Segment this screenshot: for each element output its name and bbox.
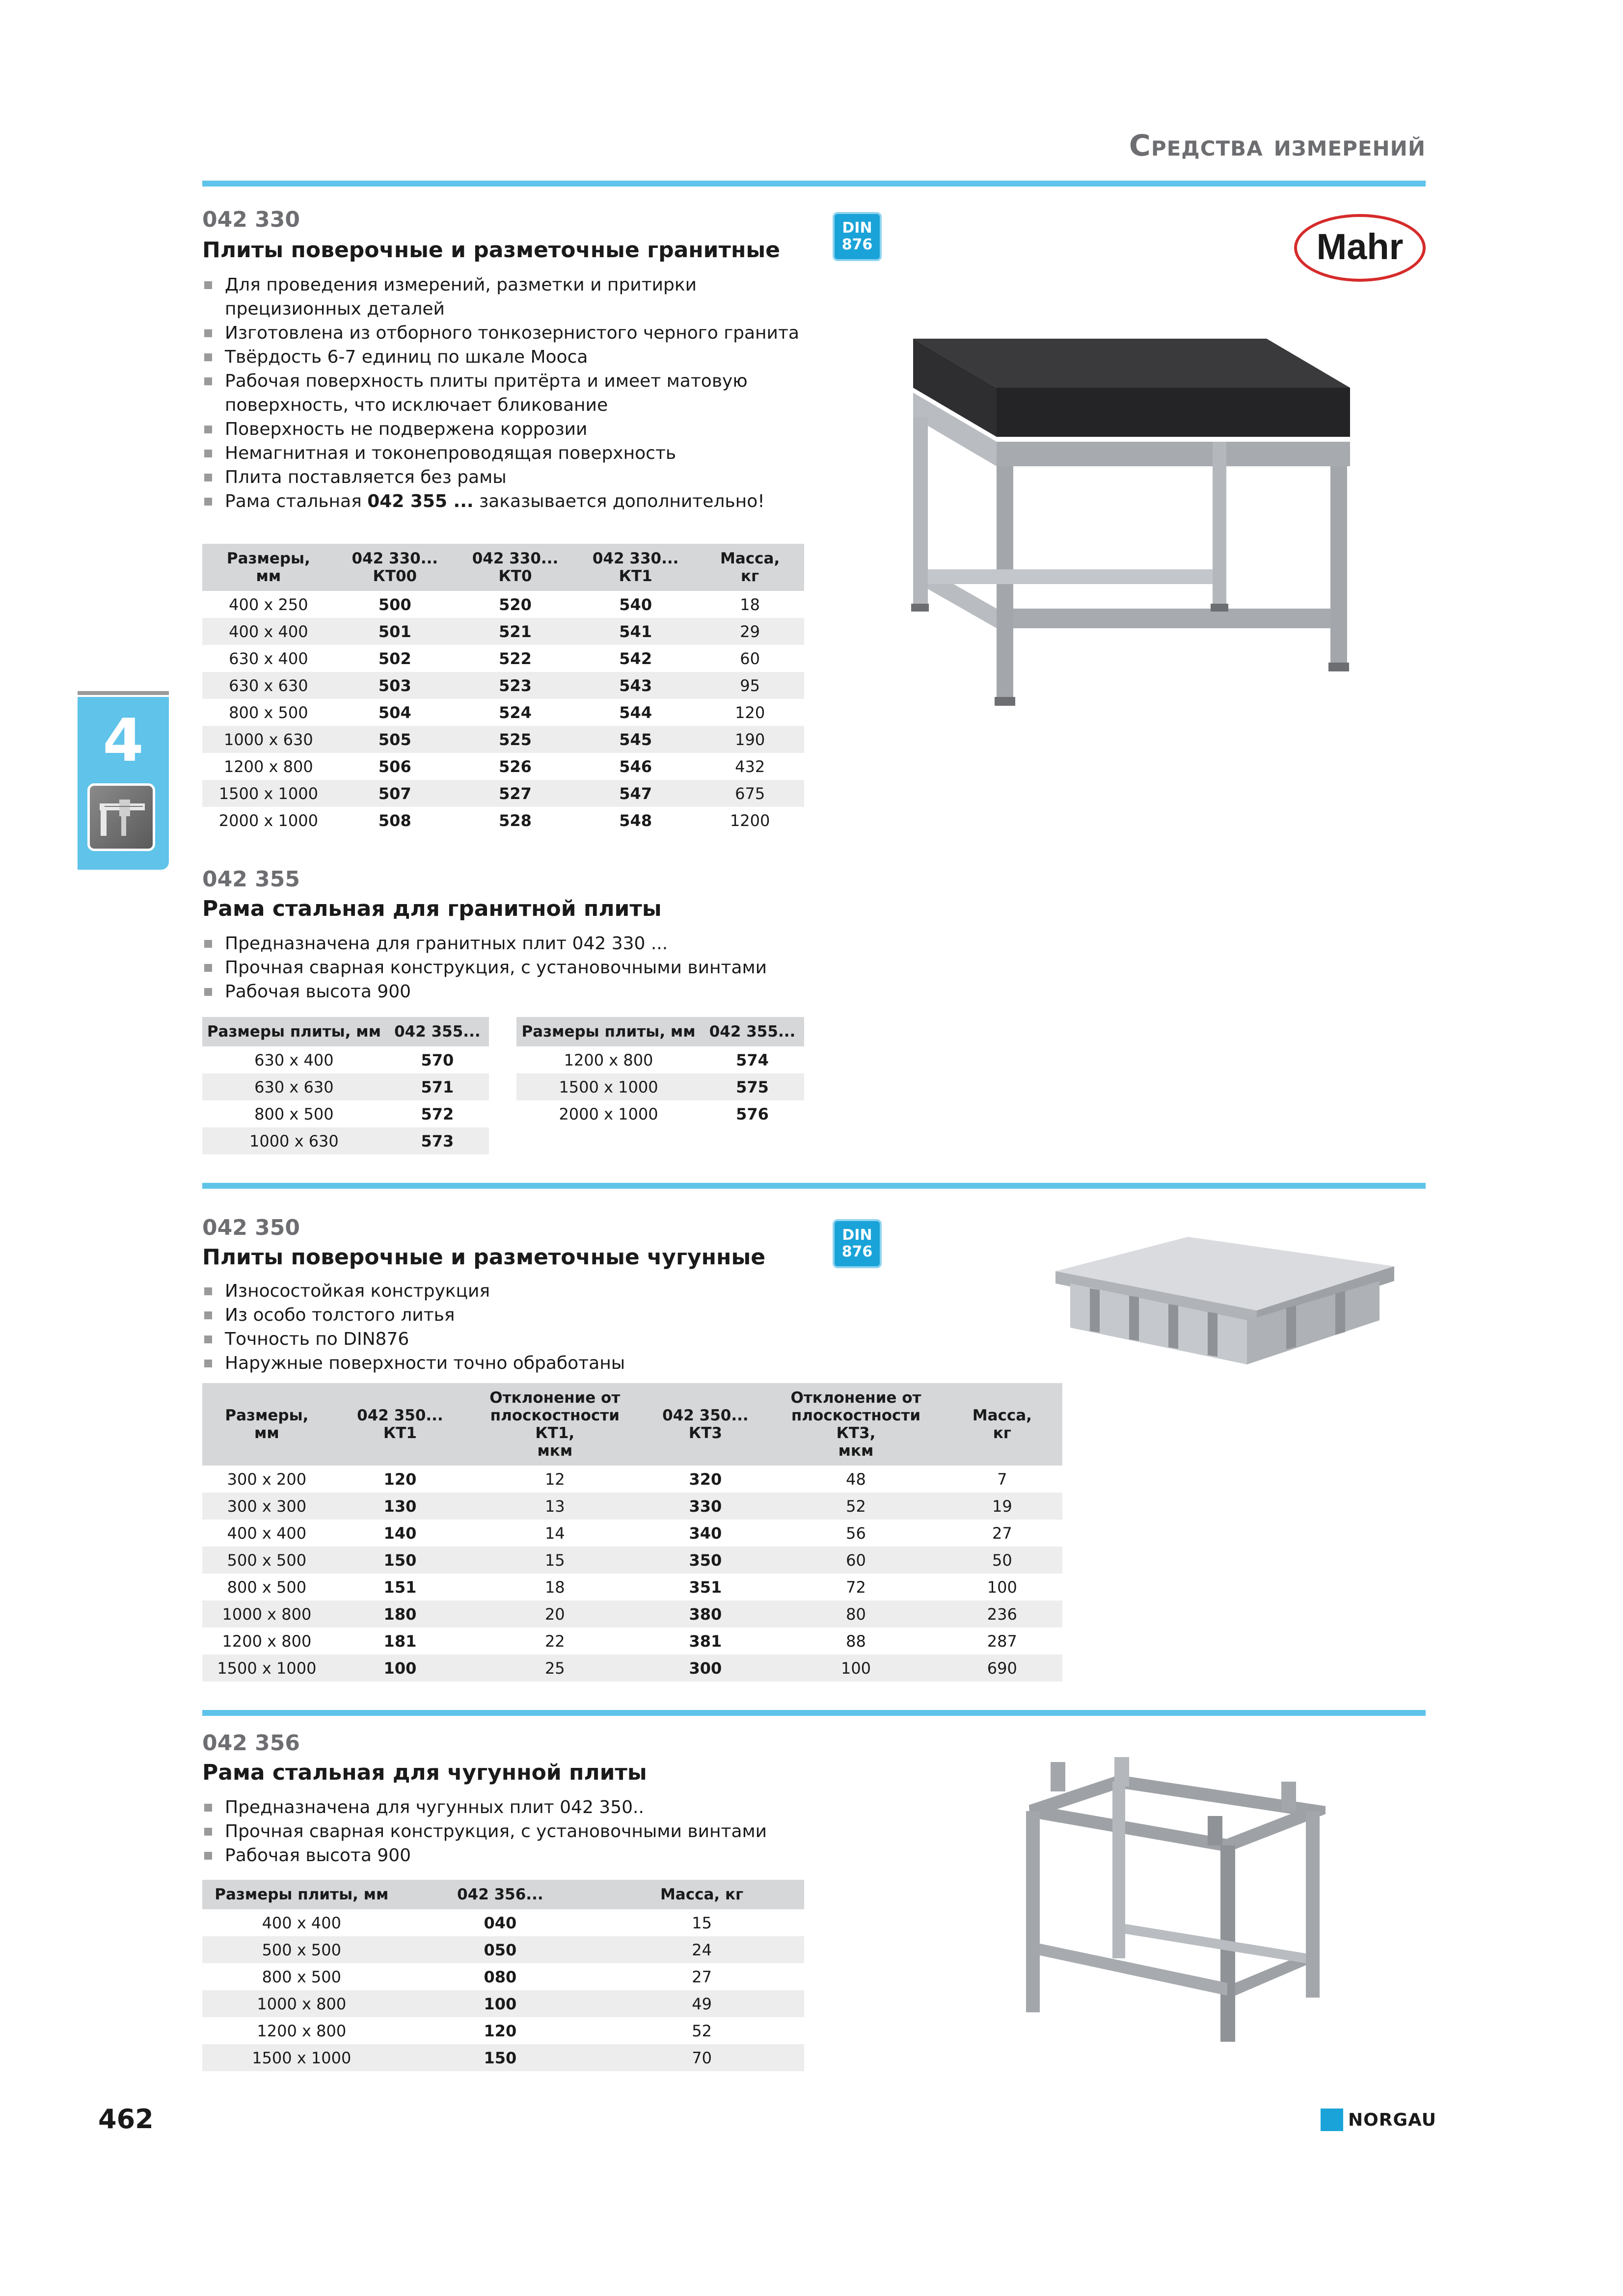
table-cell: 190 — [696, 726, 804, 753]
table-cell: 150 — [331, 1547, 469, 1574]
table-cell: 20 — [469, 1601, 641, 1628]
feature-item: Для проведения измерений, разметки и притирки — [202, 273, 821, 297]
table-cell: 70 — [599, 2044, 804, 2071]
table-cell: 400 x 400 — [227, 1523, 307, 1543]
feature-item: Твёрдость 6-7 единиц по шкале Мооса — [202, 345, 821, 369]
table-cell: 504 — [378, 703, 411, 722]
table-cell: 1500 x 1000 — [516, 1073, 701, 1100]
table-cell: 520 — [499, 595, 532, 614]
section-divider — [202, 1183, 1426, 1189]
table-row — [202, 1547, 1062, 1574]
feature-item: прецизионных деталей — [225, 299, 445, 319]
feature-item: Немагнитная и токонепроводящая поверхность — [202, 441, 821, 465]
table-cell: 72 — [846, 1577, 866, 1597]
table-cell: 27 — [692, 1967, 712, 1986]
table-cell: 500 x 500 — [202, 1547, 331, 1574]
table-cell: 540 — [619, 595, 652, 614]
column-header: 042 350... КТ3 — [641, 1383, 770, 1466]
feature-item: Рабочая высота 900 — [202, 1843, 890, 1868]
table-cell: 1000 x 800 — [202, 1601, 331, 1628]
table-cell: 1500 x 1000 — [202, 780, 335, 807]
table-row — [202, 807, 804, 834]
table-cell: 503 — [335, 672, 455, 699]
table-cell: 541 — [575, 618, 696, 645]
feature-item: Прочная сварная конструкция, с установочными винтами — [202, 956, 890, 980]
table-cell: 574 — [736, 1050, 769, 1069]
table-cell: 543 — [575, 672, 696, 699]
feature-item: Поверхность не подвержена коррозии — [202, 417, 821, 441]
table-cell: 50 — [942, 1547, 1062, 1574]
feature-item: Рама стальная 042 355 ... заказывается дополнительно! — [202, 489, 821, 513]
column-header: 042 330... КТ1 — [575, 544, 696, 591]
table-cell: 400 x 400 — [262, 1913, 341, 1932]
granite-plate-image — [893, 324, 1384, 717]
table-cell: 12 — [544, 1469, 565, 1489]
table-cell: 120 — [484, 2021, 517, 2040]
table-cell: 507 — [335, 780, 455, 807]
norgau-brand-text: NORGAU — [1348, 2109, 1436, 2130]
table-cell: 050 — [401, 1936, 600, 1963]
table-cell: 800 x 500 — [254, 1104, 334, 1123]
table-row — [202, 591, 804, 618]
table-cell: 95 — [696, 672, 804, 699]
feature-item: Изготовлена из отборного тонкозернистого черного гранита — [202, 321, 821, 345]
table-row — [202, 1574, 1062, 1601]
table-cell: 500 — [378, 595, 411, 614]
table-cell: 800 x 500 — [229, 703, 308, 722]
din-number: 876 — [841, 236, 873, 253]
table-cell: 572 — [421, 1104, 454, 1123]
table-cell: 120 — [383, 1469, 417, 1489]
table-cell: 120 — [735, 703, 765, 722]
table-cell: 52 — [692, 2021, 712, 2040]
table-cell: 1000 x 630 — [202, 1127, 386, 1154]
feature-item: Точность по DIN876 — [202, 1327, 890, 1351]
table-row — [202, 2017, 804, 2044]
frame-size-table-left — [202, 1017, 489, 1154]
feature-item: Наружные поверхности точно обработаны — [202, 1351, 890, 1375]
table-cell: 501 — [335, 618, 455, 645]
table-row — [202, 2044, 804, 2071]
table-row — [202, 1909, 804, 1936]
table-cell: 500 x 500 — [202, 1936, 401, 1963]
table-cell: 690 — [942, 1655, 1062, 1682]
column-header: 042 355... — [386, 1017, 489, 1046]
product-code: 042 356 — [202, 1731, 300, 1756]
table-cell: 505 — [335, 726, 455, 753]
feature-item: Предназначена для гранитных плит 042 330 ... — [202, 932, 890, 956]
table-cell: 60 — [740, 649, 760, 668]
table-cell: 526 — [499, 757, 532, 776]
din-badge — [833, 1219, 882, 1268]
column-header: 042 356... — [401, 1880, 600, 1909]
table-cell: 25 — [469, 1655, 641, 1682]
section-divider — [202, 181, 1426, 187]
table-cell: 525 — [455, 726, 575, 753]
table-cell: 1500 x 1000 — [202, 2044, 401, 2071]
product-title: Рама стальная для гранитной плиты — [202, 896, 662, 921]
table-cell: 56 — [846, 1523, 866, 1543]
table-cell: 675 — [696, 780, 804, 807]
table-cell: 130 — [331, 1493, 469, 1520]
table-cell: 49 — [599, 1990, 804, 2017]
chapter-tab-bar — [78, 691, 169, 695]
table-row — [202, 780, 804, 807]
table-cell: 15 — [469, 1547, 641, 1574]
table-cell: 542 — [619, 649, 652, 668]
table-cell: 1000 x 630 — [202, 726, 335, 753]
table-cell: 1200 x 800 — [564, 1050, 653, 1069]
table-cell: 150 — [401, 2044, 600, 2071]
table-cell: 508 — [378, 811, 411, 830]
din-label: DIN — [842, 1227, 872, 1244]
table-cell: 400 x 250 — [229, 595, 308, 614]
table-cell: 350 — [641, 1547, 770, 1574]
feature-item: Плита поставляется без рамы — [202, 465, 821, 489]
feature-item: Рабочая высота 900 — [202, 980, 890, 1004]
table-cell: 60 — [770, 1547, 942, 1574]
table-row — [202, 699, 804, 726]
table-cell: 300 — [641, 1655, 770, 1682]
table-cell: 48 — [846, 1469, 866, 1489]
table-cell: 100 — [770, 1655, 942, 1682]
table-row — [516, 1073, 804, 1100]
table-cell: 546 — [619, 757, 652, 776]
table-cell: 300 x 300 — [202, 1493, 331, 1520]
table-row — [516, 1100, 804, 1127]
feature-item: Рабочая поверхность плиты притёрта и имеет матовую — [202, 369, 821, 393]
table-cell: 300 x 200 — [227, 1469, 307, 1489]
table-row — [202, 1100, 489, 1127]
table-row — [202, 1520, 1062, 1547]
table-cell: 88 — [846, 1631, 866, 1651]
table-cell: 524 — [499, 703, 532, 722]
table-cell: 19 — [942, 1493, 1062, 1520]
table-cell: 181 — [383, 1631, 417, 1651]
column-header: Масса, кг — [599, 1880, 804, 1909]
table-cell: 380 — [641, 1601, 770, 1628]
table-cell: 151 — [383, 1577, 417, 1597]
column-header: Размеры плиты, мм — [516, 1017, 701, 1046]
table-cell: 573 — [386, 1127, 489, 1154]
table-row — [202, 1466, 1062, 1493]
table-cell: 287 — [987, 1631, 1017, 1651]
table-row — [202, 672, 804, 699]
column-header: Масса, кг — [942, 1383, 1062, 1466]
table-cell: 1200 x 800 — [223, 757, 313, 776]
table-cell: 320 — [689, 1469, 722, 1489]
feature-list — [202, 1795, 890, 1868]
column-header: 042 330... КТ00 — [335, 544, 455, 591]
table-cell: 13 — [469, 1493, 641, 1520]
table-cell: 040 — [484, 1913, 517, 1932]
table-cell: 1200 x 800 — [222, 1631, 312, 1651]
feature-list — [202, 932, 890, 1004]
norgau-square-icon — [1321, 2109, 1343, 2131]
column-header: Размеры плиты, мм — [202, 1880, 401, 1909]
table-row — [202, 726, 804, 753]
table-cell: 27 — [992, 1523, 1012, 1543]
steel-frame-image — [1021, 1757, 1325, 2042]
table-cell: 502 — [378, 649, 411, 668]
table-cell: 140 — [383, 1523, 417, 1543]
table-cell: 1200 x 800 — [257, 2021, 347, 2040]
feature-list — [202, 1279, 890, 1375]
section-divider — [202, 1710, 1426, 1716]
product-title: Плиты поверочные и разметочные гранитные — [202, 238, 781, 263]
table-cell: 22 — [544, 1631, 565, 1651]
table-cell: 527 — [455, 780, 575, 807]
table-cell: 18 — [740, 595, 760, 614]
table-row — [202, 618, 804, 645]
table-cell: 528 — [499, 811, 532, 830]
table-row — [202, 1601, 1062, 1628]
product-code: 042 355 — [202, 867, 300, 892]
table-cell: 523 — [455, 672, 575, 699]
din-number: 876 — [841, 1243, 873, 1260]
table-cell: 544 — [619, 703, 652, 722]
table-cell: 14 — [544, 1523, 565, 1543]
table-cell: 400 x 400 — [202, 618, 335, 645]
column-header: Размеры плиты, мм — [202, 1017, 386, 1046]
table-cell: 1000 x 800 — [202, 1990, 401, 2017]
table-row — [202, 753, 804, 780]
table-cell: 571 — [386, 1073, 489, 1100]
spec-table — [202, 1880, 804, 2071]
table-row — [202, 1493, 1062, 1520]
table-cell: 800 x 500 — [262, 1967, 341, 1986]
table-row — [202, 1963, 804, 1990]
din-label: DIN — [842, 219, 872, 237]
column-header: Отклонение от плоскостности КТ3, мкм — [770, 1383, 942, 1466]
din-badge — [833, 212, 882, 261]
column-header: Размеры, мм — [202, 1383, 331, 1466]
table-cell: 15 — [692, 1913, 712, 1932]
column-header: Масса, кг — [696, 544, 804, 591]
table-cell: 351 — [689, 1577, 722, 1597]
table-row — [202, 645, 804, 672]
table-cell: 381 — [689, 1631, 722, 1651]
table-cell: 100 — [331, 1655, 469, 1682]
feature-list — [202, 273, 821, 513]
product-title: Рама стальная для чугунной плиты — [202, 1760, 647, 1785]
table-cell: 506 — [378, 757, 411, 776]
table-cell: 236 — [942, 1601, 1062, 1628]
feature-item: Прочная сварная конструкция, с установочными винтами — [202, 1819, 890, 1843]
table-cell: 18 — [544, 1577, 565, 1597]
table-cell: 522 — [499, 649, 532, 668]
page-header-title: Средства измерений — [1129, 129, 1426, 163]
table-row — [516, 1046, 804, 1073]
column-header: 042 355... — [701, 1017, 804, 1046]
table-cell: 100 — [401, 1990, 600, 2017]
table-row — [202, 1046, 489, 1073]
table-cell: 340 — [689, 1523, 722, 1543]
table-cell: 080 — [484, 1967, 517, 1986]
table-cell: 630 x 400 — [229, 649, 308, 668]
table-row — [202, 1990, 804, 2017]
table-cell: 24 — [599, 1936, 804, 1963]
norgau-logo — [1321, 2109, 1436, 2131]
table-cell: 521 — [455, 618, 575, 645]
table-cell: 630 x 630 — [202, 1073, 386, 1100]
product-code: 042 350 — [202, 1215, 300, 1240]
table-cell: 1500 x 1000 — [202, 1655, 331, 1682]
table-cell: 80 — [770, 1601, 942, 1628]
product-code: 042 330 — [202, 207, 300, 232]
table-cell: 52 — [770, 1493, 942, 1520]
table-row — [202, 1073, 489, 1100]
table-row — [202, 1655, 1062, 1682]
feature-item: Предназначена для чугунных плит 042 350.. — [202, 1795, 890, 1819]
table-cell: 1200 — [730, 811, 770, 830]
table-cell: 575 — [701, 1073, 804, 1100]
column-header: 042 350... КТ1 — [331, 1383, 469, 1466]
spec-table — [202, 544, 804, 834]
table-cell: 545 — [575, 726, 696, 753]
frame-code-ref: 042 355 ... — [367, 491, 474, 511]
column-header: 042 330... КТ0 — [455, 544, 575, 591]
table-cell: 432 — [735, 757, 765, 776]
column-header: Отклонение от плоскостности КТ1, мкм — [469, 1383, 641, 1466]
table-cell: 547 — [575, 780, 696, 807]
table-row — [202, 1628, 1062, 1655]
table-cell: 100 — [987, 1577, 1017, 1597]
table-cell: 2000 x 1000 — [218, 811, 318, 830]
table-row — [202, 1936, 804, 1963]
table-row — [202, 1127, 489, 1154]
table-cell: 29 — [696, 618, 804, 645]
spec-table — [202, 1383, 1062, 1682]
table-cell: 330 — [641, 1493, 770, 1520]
feature-item: Из особо толстого литья — [202, 1303, 890, 1327]
table-cell: 180 — [331, 1601, 469, 1628]
page-number: 462 — [98, 2104, 154, 2135]
table-cell: 576 — [736, 1104, 769, 1123]
table-cell: 7 — [997, 1469, 1007, 1489]
product-title: Плиты поверочные и разметочные чугунные — [202, 1245, 766, 1270]
feature-item: поверхность, что исключает бликование — [225, 395, 608, 415]
mahr-logo: Mahr — [1294, 214, 1426, 282]
table-cell: 548 — [619, 811, 652, 830]
table-cell: 630 x 400 — [254, 1050, 334, 1069]
table-cell: 800 x 500 — [227, 1577, 307, 1597]
table-cell: 630 x 630 — [202, 672, 335, 699]
feature-item: Износостойкая конструкция — [202, 1279, 890, 1303]
cast-iron-plate-image — [1051, 1227, 1404, 1374]
chapter-number: 4 — [103, 707, 144, 775]
column-header: Размеры, мм — [202, 544, 335, 591]
frame-size-table-right — [516, 1017, 804, 1127]
table-cell: 2000 x 1000 — [559, 1104, 658, 1123]
caliper-icon — [87, 783, 155, 851]
table-cell: 570 — [421, 1050, 454, 1069]
